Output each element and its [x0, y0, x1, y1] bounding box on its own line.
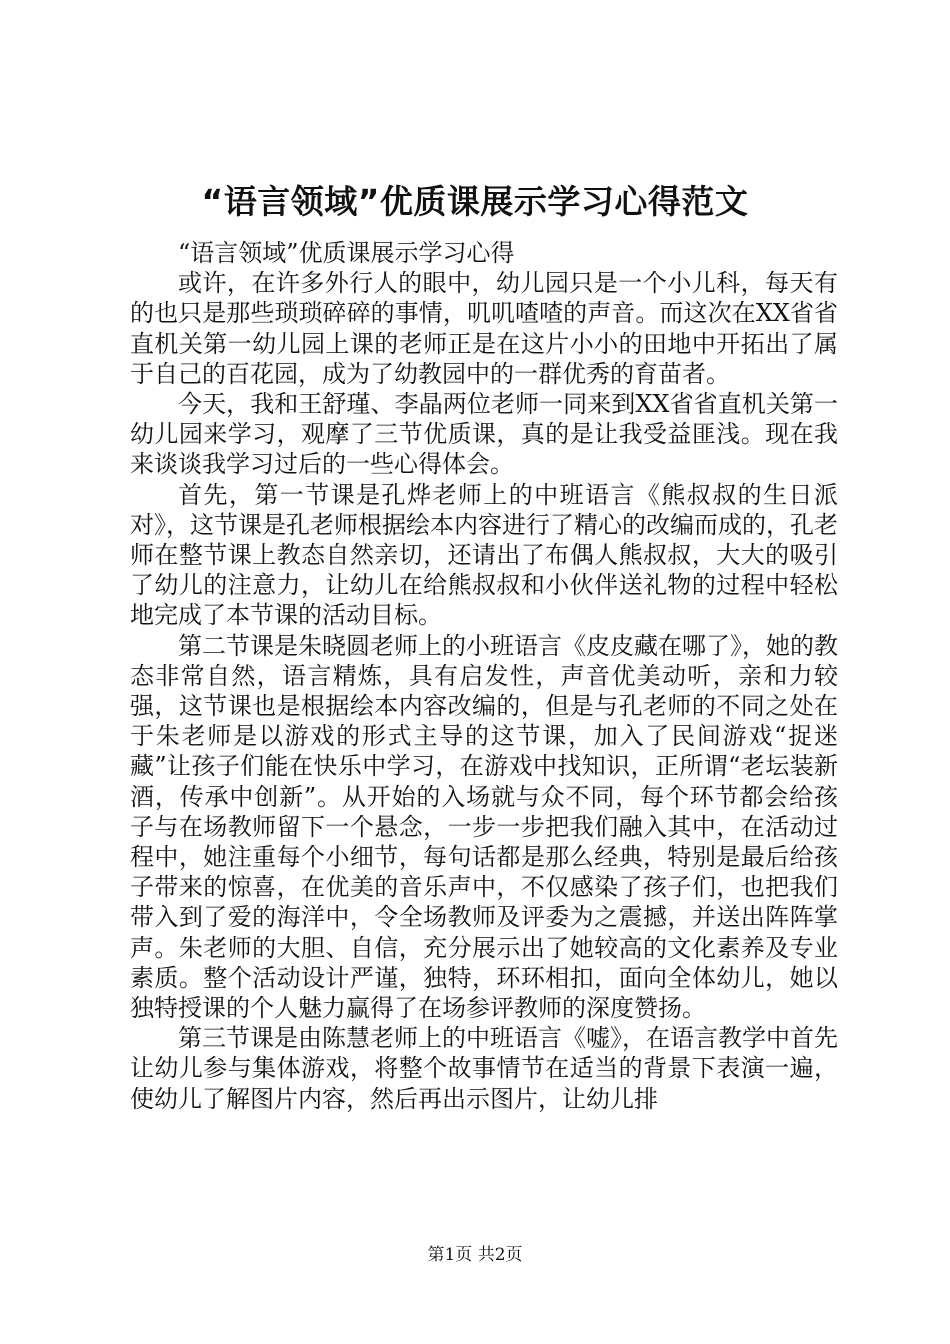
paragraph: 或许，在许多外行人的眼中，幼儿园只是一个小儿科，每天有的也只是那些琐琐碎碎的事情，叽叽喳喳的声音。而这次在XX省省直机关第一幼儿园上课的老师正是在这片小小的田地中开拓出了属于自己的百花园，成为了幼教园中的一群优秀的育苗者。 — [130, 269, 838, 388]
page-title: “语言领域”优质课展示学习心得范文 — [201, 182, 749, 221]
paragraph: 今天，我和王舒瑾、李晶两位老师一同来到XX省省直机关第一幼儿园来学习，观摩了三节优质课，真的是让我受益匪浅。现在我来谈谈我学习过后的一些心得体会。 — [130, 390, 838, 479]
document-body — [130, 238, 838, 1114]
paragraph-subtitle: “语言领域”优质课展示学习心得 — [178, 239, 515, 267]
page-number: 第1页 共2页 — [427, 1245, 523, 1265]
paragraph: 第二节课是朱晓圆老师上的小班语言《皮皮藏在哪了》，她的教态非常自然，语言精炼，具有启发性，声音优美动听，亲和力较强，这节课也是根据绘本内容改编的，但是与孔老师的不同之处在于朱老师是以游戏的形式主导的这节课，加入了民间游戏“捉迷藏”让孩子们能在快乐中学习，在游戏中找知识，正所谓“老坛装新酒，传承中创新”。从开始的入场就与众不同，每个环节都会给孩子与在场教师留下一个悬念，一步一步把我们融入其中，在活动过程中，她注重每个小细节，每句话都是那么经典，特别是最后给孩子带来的惊喜，在优美的音乐声中，不仅感染了孩子们，也把我们带入到了爱的海洋中，令全场教师及评委为之震撼，并送出阵阵掌声。朱老师的大胆、自信，充分展示出了她较高的文化素养及专业素质。整个活动设计严谨，独特，环环相扣，面向全体幼儿，她以独特授课的个人魅力赢得了在场参评教师的深度赞扬。 — [130, 631, 838, 1023]
paragraph: 首先，第一节课是孔烨老师上的中班语言《熊叔叔的生日派对》，这节课是孔老师根据绘本内容进行了精心的改编而成的，孔老师在整节课上教态自然亲切，还请出了布偶人熊叔叔，大大的吸引了幼儿的注意力，让幼儿在给熊叔叔和小伙伴送礼物的过程中轻松地完成了本节课的活动目标。 — [130, 480, 838, 630]
paragraph: 第三节课是由陈慧老师上的中班语言《嘘》，在语言教学中首先让幼儿参与集体游戏，将整个故事情节在适当的背景下表演一遍，使幼儿了解图片内容，然后再出示图片，让幼儿排 — [130, 1024, 838, 1113]
